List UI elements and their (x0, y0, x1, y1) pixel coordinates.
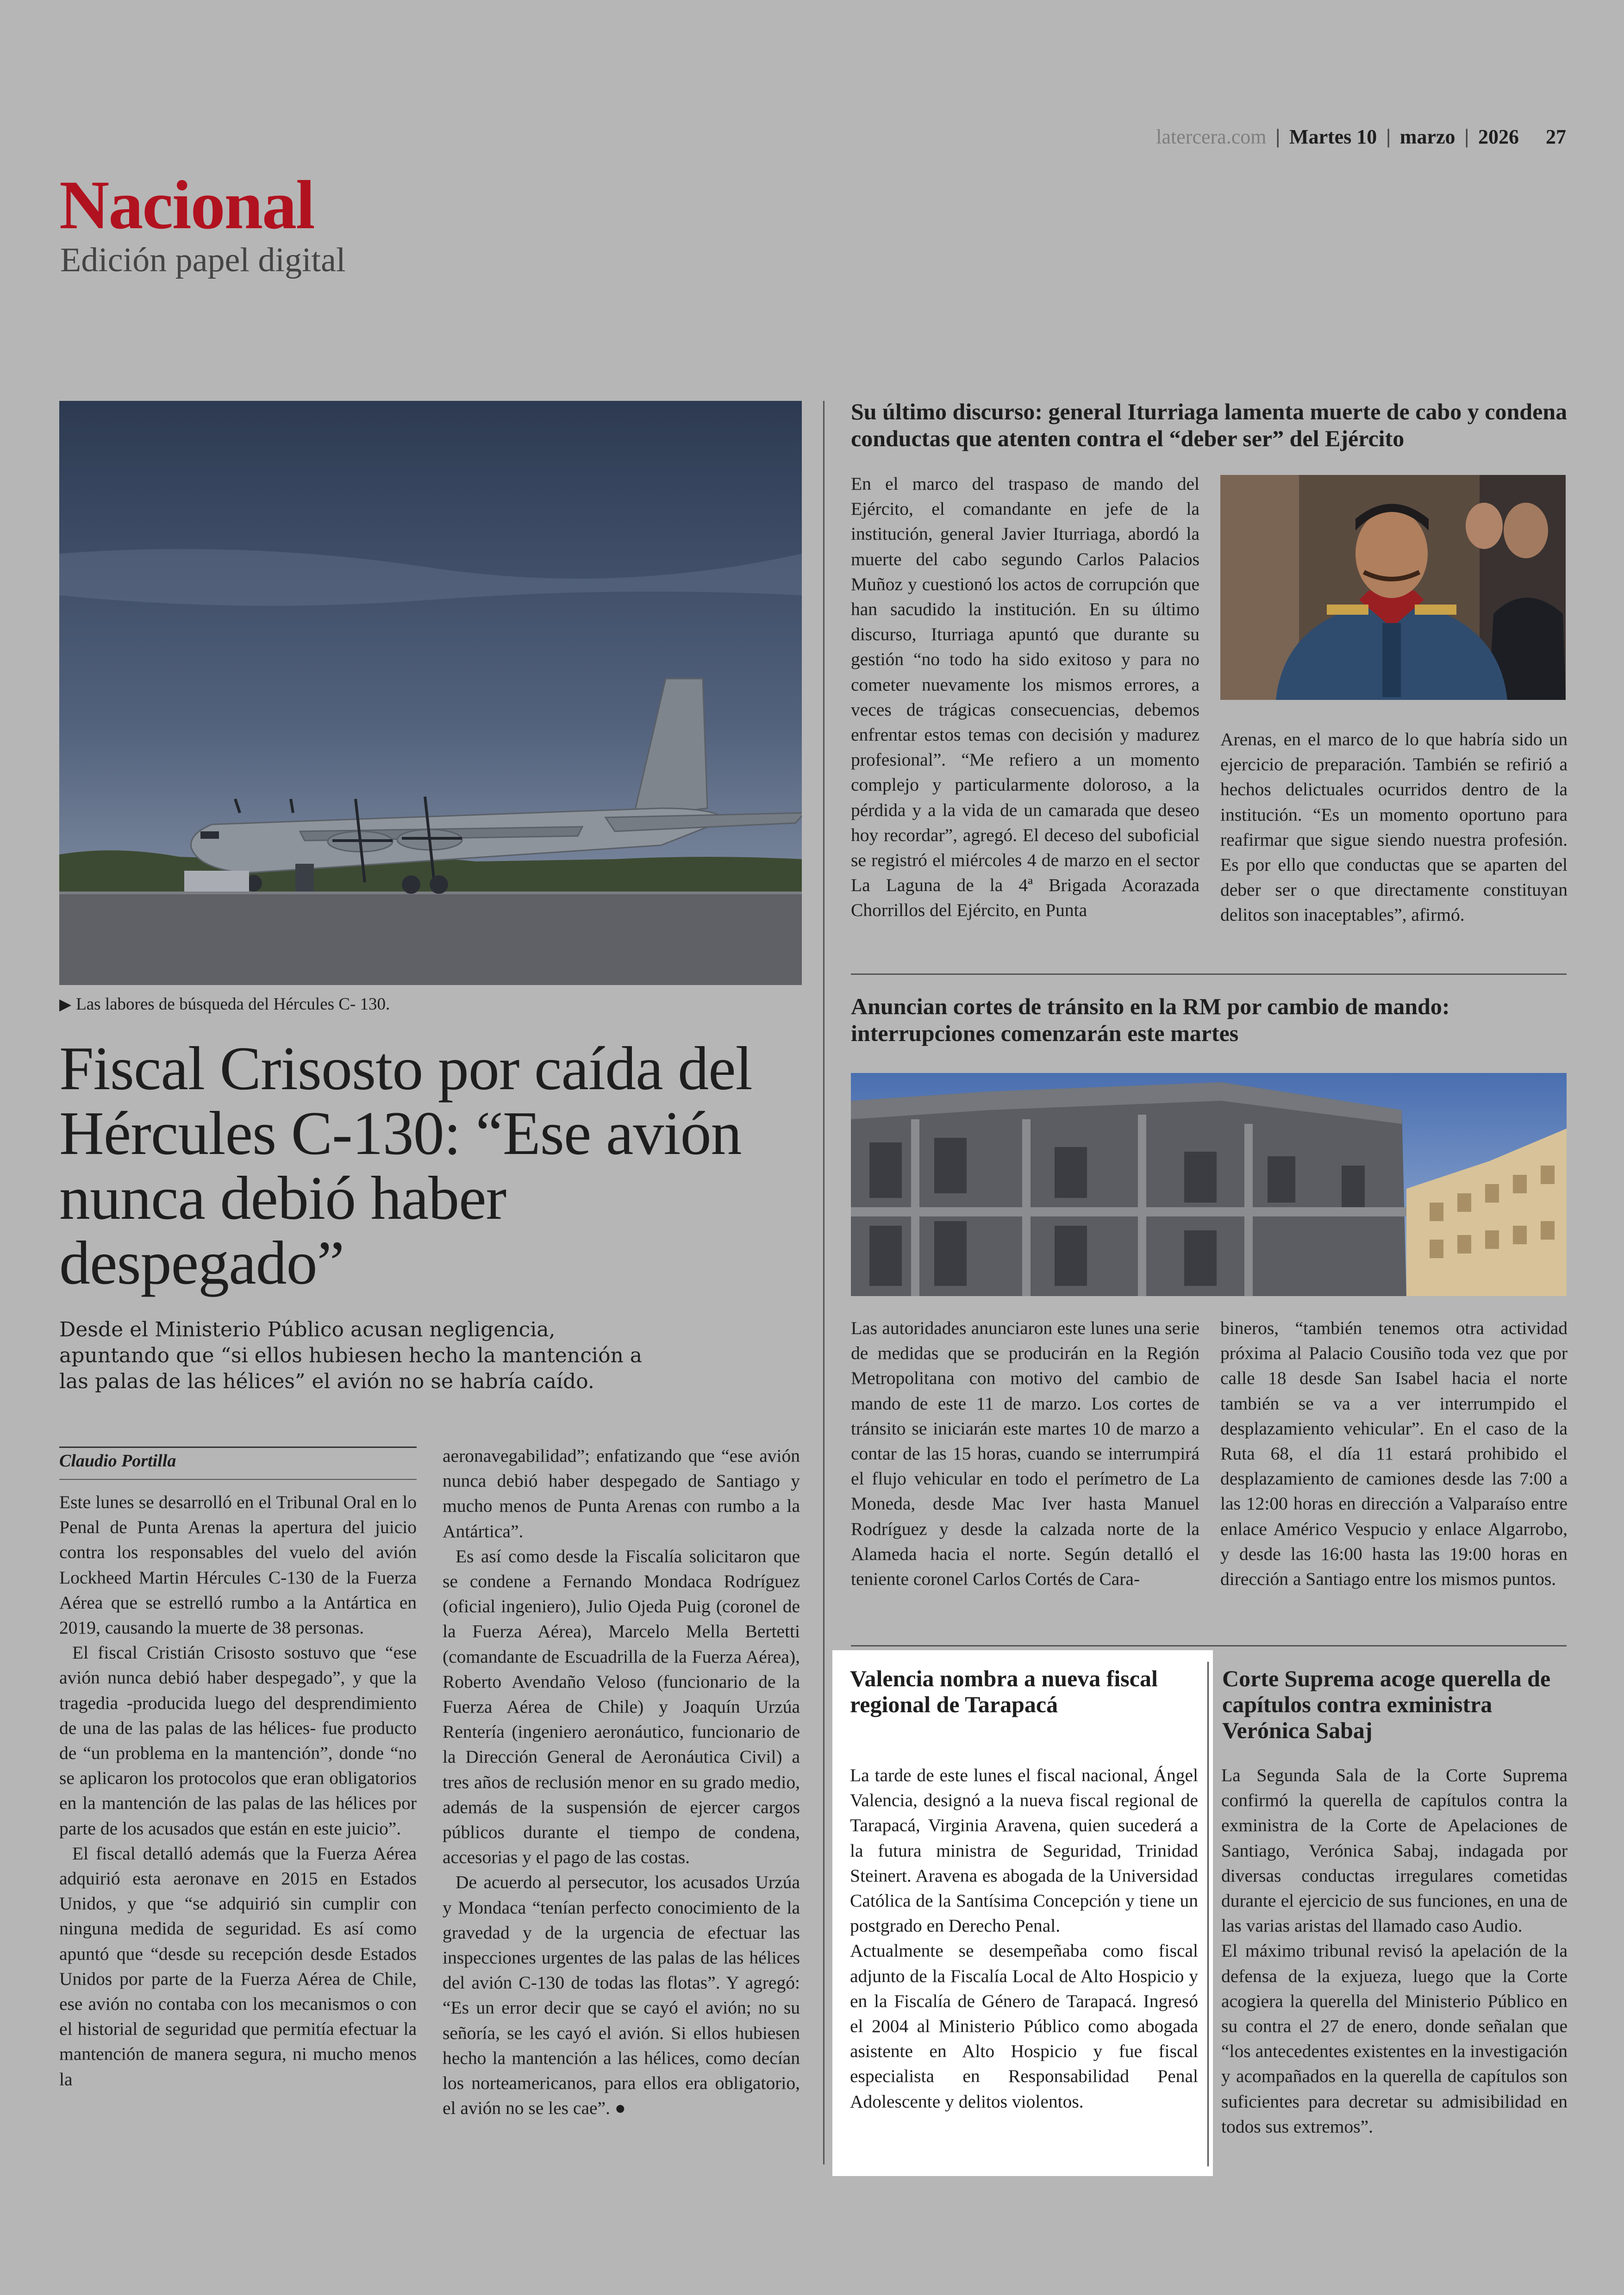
section-rule (851, 1645, 1567, 1646)
column-divider (1207, 1662, 1209, 2166)
la-moneda-photo (851, 1073, 1567, 1296)
paragraph: El fiscal Cristián Crisosto sostuvo que “ese avión nunca debió haber despegado”, y que la tragedia -producida luego del desprendimiento de una de las palas de las hélices- fue producto de “un problema en la mantención”, donde “no se aplicaron los protocolos que eran obligatorios en la mantención de las palas de las hélices por parte de los acusados que están en este juicio”. (59, 1642, 417, 1839)
byline-rule (59, 1447, 417, 1448)
byline-rule (59, 1479, 417, 1480)
sabaj-body (1221, 1763, 1568, 2139)
main-article-column-2 (443, 1443, 800, 2120)
separator: | (1463, 126, 1470, 148)
byline: Claudio Portilla (59, 1451, 176, 1471)
page-number: 27 (1546, 125, 1566, 148)
transito-body-left (851, 1316, 1199, 1591)
section-rule (851, 973, 1567, 975)
paragraph: En el marco del traspaso de mando del Ejército, el comandante en jefe de la institución, general Javier Iturriaga, abordó la muerte del cabo segundo Carlos Palacios Muñoz y cuestionó los actos de corrupción que han sacudido la institución. En su último discurso, Iturriaga apuntó que durante su gestión “no todo ha sido exitoso y para no cometer nuevamente los mismos errores, a veces de trágicas consecuencias, debemos enfrentar estos temas con decisión y madurez profesional”. “Me refiero a un momento complejo y particularmente doloroso, a la pérdida y a la vida de un camarada que deseo hoy recordar”, agregó. El deceso del suboficial se registró el miércoles 4 de marzo en el sector La Laguna de la 4ª Brigada Acorazada Chorrillos del Ejército, en Punta (851, 474, 1199, 921)
main-headline: Fiscal Crisosto por caída del Hércules C-130: “Ese avión nunca debió haber despegado” (59, 1034, 752, 1297)
paragraph: Es así como desde la Fiscalía solicitaron que se condene a Fernando Mondaca Rodríguez (oficial ingeniero), Julio Ojeda Puig (coronel de la Fuerza Aérea), Marcelo Mella Bertetti (comandante de Escuadrilla de la Fuerza Aérea), Roberto Avendaño Veloso (funcionario de la Fuerza Aérea de Chile) y Joaquín Urzúa Rentería (ingeniero aeronáutico, funcionario de la Dirección General de Aeronáutica Civil) a tres años de reclusión menor en su grado medio, además de la suspensión de ejercer cargos públicos durante el tiempo de condena, accesorias y el pago de las costas. (443, 1546, 800, 1868)
valencia-body (850, 1763, 1198, 2114)
paragraph: Arenas, en el marco de lo que habría sido un ejercicio de preparación. También se refirió a hechos delictuales ocurridos dentro de la institución. “Es un momento oportuno para reafirmar que sigue siendo nuestra profesión. Es por ello que conductas que se aparten del deber ser o que directamente constituyan delitos son inaceptables”, afirmó. (1220, 729, 1568, 925)
section-title: Nacional (59, 167, 314, 243)
column-divider (823, 401, 824, 2164)
paragraph: El máximo tribunal revisó la apelación de la defensa de la exjueza, luego que la Corte acogiera la querella del Ministerio Público en su contra el 27 de enero, donde señalan que “los antecedentes existentes en la investigación y acompañados en la querella de capítulos son suficientes para decretar su admisibilidad en todos sus extremos”. (1221, 1940, 1568, 2137)
valencia-headline: Valencia nombra a nueva fiscal regional de Tarapacá (850, 1665, 1158, 1717)
end-mark-icon: ● (614, 2098, 626, 2119)
transito-body-right (1220, 1316, 1568, 1591)
site-name: latercera.com (1156, 125, 1267, 148)
sabaj-headline: Corte Suprema acoge querella de capítulos contra exministra Verónica Sabaj (1222, 1665, 1551, 1743)
paragraph: bineros, “también tenemos otra actividad próxima al Palacio Cousiño toda vez que por calle 18 desde San Isabel hacia el norte también se va a ver interrumpido el desplazamiento vehicular”. En el caso de la Ruta 68, el día 11 estará prohibido el desplazamiento de camiones desde las 7:00 a las 12:00 horas en dirección a Valparaíso entre enlace Américo Vespucio y enlace Algarrobo, y desde las 16:00 hasta las 19:00 horas en dirección a Santiago entre los mismos puntos. (1220, 1318, 1568, 1590)
separator: | (1274, 126, 1281, 148)
separator: | (1385, 126, 1392, 148)
transito-headline: Anuncian cortes de tránsito en la RM por cambio de mando: interrupciones comenzarán este martes (851, 993, 1450, 1046)
folio-month: marzo (1399, 125, 1455, 148)
paragraph: De acuerdo al persecutor, los acusados Urzúa y Mondaca “tenían perfecto conocimiento de la gravedad y de la urgencia de efectuar las inspecciones urgentes de las palas de las hélices del avión C-130 de todas las flotas”. Y agregó: “Es un error decir que se cayó el avión; no su señoría, se les cayó el avión. Si ellos hubiesen hecho la mantención a las hélices, como decían los norteamericanos, para ellos era obligatorio, el avión no se les cae”. ● (443, 1872, 800, 2119)
paragraph: Este lunes se desarrolló en el Tribunal Oral en lo Penal de Punta Arenas la apertura del juicio contra los responsables del vuelo del avión Lockheed Martin Hércules C-130 de la Fuerza Aérea que se estrelló rumbo a la Antártica en 2019, causando la muerte de 38 personas. (59, 1492, 417, 1638)
hercules-photo (59, 401, 802, 985)
photo-caption (59, 994, 390, 1014)
main-lead: Desde el Ministerio Público acusan negligencia, apuntando que “si ellos hubiesen hecho la mantención a las palas de las hélices” el avión no se habría caído. (59, 1318, 643, 1393)
paragraph: La Segunda Sala de la Corte Suprema confirmó la querella de capítulos contra la exministra de la Corte de Apelaciones de Santiago, Verónica Sabaj, indagada por diversas conductas irregulares cometidas durante el ejercicio de sus funciones, en una de las varias aristas del llamado caso Audio. (1221, 1765, 1568, 1936)
paragraph: La tarde de este lunes el fiscal nacional, Ángel Valencia, designó a la nueva fiscal regional de Tarapacá, Virginia Aravena, quien sucederá a la futura ministra de Seguridad, Trinidad Steinert. Aravena es abogada de la Universidad Católica de la Santísima Concepción y tiene un postgrado en Derecho Penal. (850, 1765, 1198, 1936)
iturriaga-body-left (851, 471, 1199, 923)
paragraph: El fiscal detalló además que la Fuerza Aérea adquirió esta aeronave en 2015 en Estados Unidos, y que “se adquirió sin cumplir con ninguna medida de seguridad. Es así como apuntó que “desde su recepción desde Estados Unidos por parte de la Fuerza Aérea de Chile, ese avión no contaba con los mecanismos o con el historial de seguridad que permitía efectuar la mantención de manera segura, ni mucho menos la (59, 1843, 417, 2089)
edition-label: Edición papel digital (60, 241, 346, 279)
paragraph: Las autoridades anunciaron este lunes una serie de medidas que se producirán en la Región Metropolitana con motivo del cambio de mando de este 11 de marzo. Los cortes de tránsito se iniciarán este martes 10 de marzo a contar de las 15 horas, cuando se interrumpirá el flujo vehicular en todo el perímetro de La Moneda, desde Mac Iver hasta Manuel Rodríguez y desde la calzada norte de la Alameda hacia el norte. Según detalló el teniente coronel Carlos Cortés de Cara- (851, 1318, 1199, 1590)
general-iturriaga-photo (1220, 475, 1566, 700)
iturriaga-body-right (1220, 727, 1568, 928)
caption-arrow-icon: ▶ (59, 996, 72, 1013)
paragraph: aeronavegabilidad”; enfatizando que “ese avión nunca debió haber despegado de Santiago y mucho menos de Punta Arenas con rumbo a la Antártica”. (443, 1446, 800, 1541)
paragraph: Actualmente se desempeñaba como fiscal adjunto de la Fiscalía Local de Alto Hospicio y en la Fiscalía de Género de Tarapacá. Ingresó el 2004 al Ministerio Público como abogada asistente en Alto Hospicio y fue fiscal especialista en Responsabilidad Penal Adolescente y delitos violentos. (850, 1940, 1198, 2112)
folio (1156, 125, 1566, 149)
folio-year: 2026 (1478, 125, 1519, 148)
caption-text: Las labores de búsqueda del Hércules C- 130. (76, 995, 390, 1014)
main-article-column-1 (59, 1490, 417, 2092)
iturriaga-headline: Su último discurso: general Iturriaga lamenta muerte de cabo y condena conductas que atenten contra el “deber ser” del Ejército (851, 399, 1568, 451)
folio-day: Martes 10 (1289, 125, 1377, 148)
